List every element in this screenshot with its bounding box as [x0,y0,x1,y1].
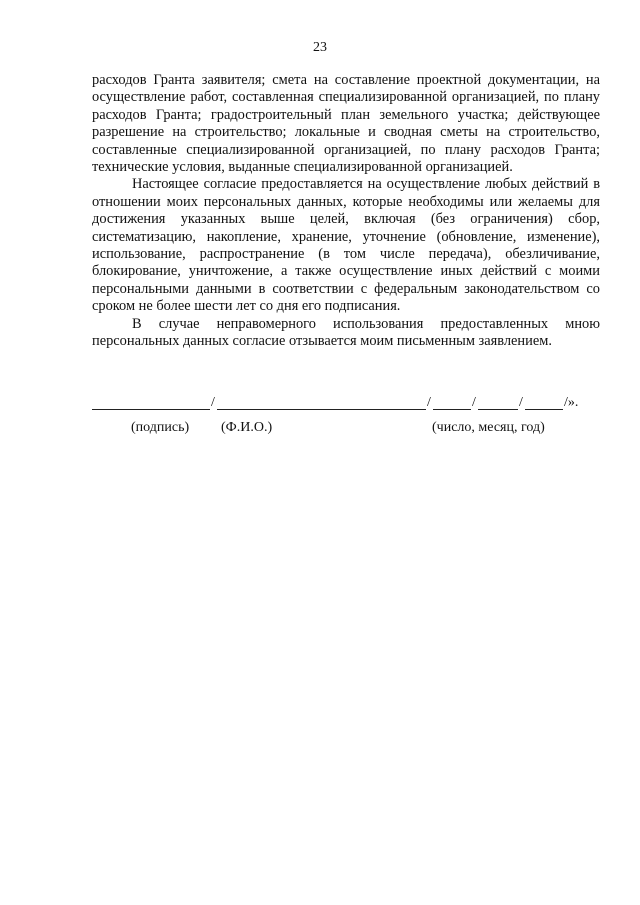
paragraph-continuation: расходов Гранта заявителя; смета на составление проектной документации, на осуществление работ, составленная специализированной организацией, по плану расходов Гранта; градостроительный план земельного участка; действующее разрешение на строительство; локальные и сводная сметы на строительство, составленные специализированной организацией, по плану расходов Гранта; технические условия, выданные специализированной организацией. [92,72,600,176]
signature-blank [92,409,210,410]
year-blank [525,409,563,410]
document-body [92,72,600,351]
signature-line [92,396,602,412]
name-blank [217,409,426,410]
caption-signature: (подпись) [131,420,190,435]
month-separator: / [519,395,523,410]
caption-name: (Ф.И.О.) [221,420,273,435]
caption-date: (число, месяц, год) [432,420,545,435]
signature-separator: / [211,395,215,410]
name-separator: / [427,395,431,410]
page-number: 23 [313,40,327,55]
day-blank [433,409,471,410]
month-blank [478,409,518,410]
day-separator: / [472,395,476,410]
signature-line-end: /». [564,395,579,410]
paragraph-revocation: В случае неправомерного использования предоставленных мною персональных данных согласие отзывается моим письменным заявлением. [92,315,600,350]
paragraph-consent-scope: Настоящее согласие предоставляется на осуществление любых действий в отношении моих персональных данных, которые необходимы или желаемы для достижения указанных выше целей, включая (без ограничения) сбор, систематизацию, накопление, хранение, уточнение (обновление, изменение), использование, распространение (в том числе передача), обезличивание, блокирование, уничтожение, а также осуществление иных действий с моими персональными данными в соответствии с федеральным законодательством со сроком не более шести лет со дня его подписания. [92,176,600,315]
